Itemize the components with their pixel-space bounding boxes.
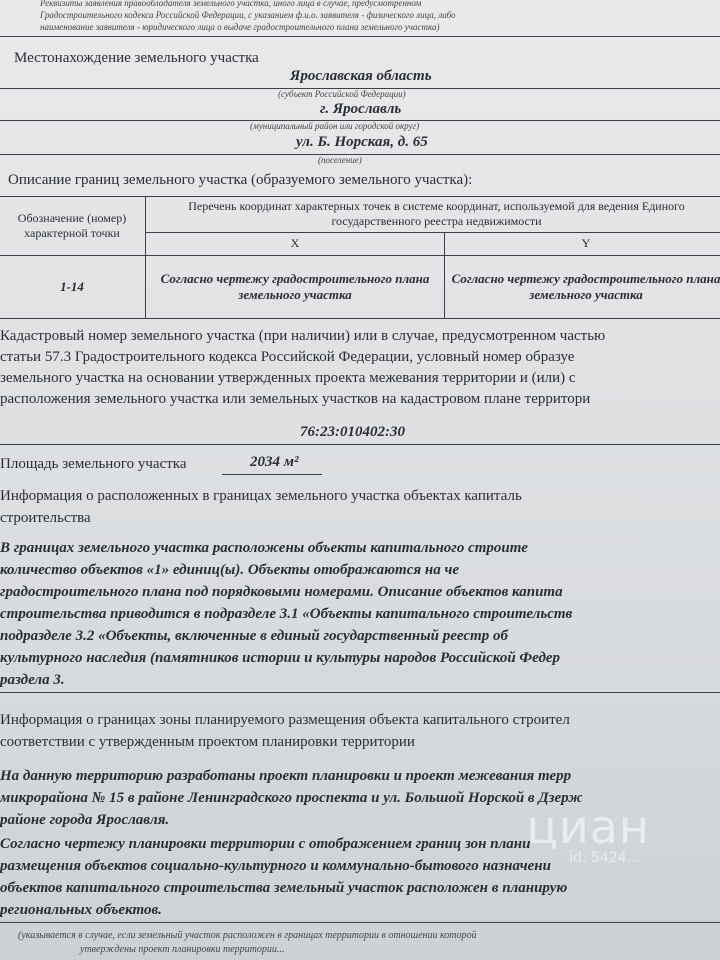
capital-p3: градостроительного плана под порядковыми номерами. Описание объектов капита (0, 584, 563, 600)
planning-heading-2: соответствии с утвержденным проектом планировки территории (0, 734, 415, 750)
planning-p7: региональных объектов. (0, 902, 162, 918)
capital-p5: подразделе 3.2 «Объекты, включенные в единый государственный реестр об (0, 628, 508, 644)
row-x-value: Согласно чертежу градостроительного плана земельного участка (146, 256, 445, 319)
location-region: Ярославская область (290, 68, 432, 84)
header-x: X (146, 232, 445, 255)
footnote-1: (указывается в случае, если земельный участок расположен в границах территории в отношении которой (18, 930, 477, 941)
boundaries-heading: Описание границ земельного участка (образуемого земельного участка): (8, 172, 473, 188)
watermark-id: id: 5424... (569, 850, 640, 866)
coordinates-table (0, 196, 720, 319)
header-line-1: Реквизиты заявления правообладателя земельного участка, иного лица в случае, предусмотренном (40, 0, 422, 8)
row-y-value: Согласно чертежу градостроительного плана земельного участка (445, 256, 720, 319)
cadastral-number: 76:23:010402:30 (300, 424, 405, 440)
location-heading: Местонахождение земельного участка (14, 50, 259, 66)
cadastral-text-2: статьи 57.3 Градостроительного кодекса Российской Федерации, условный номер образуе (0, 349, 575, 365)
cadastral-text-1: Кадастровый номер земельного участка (при наличии) или в случае, предусмотренном частью (0, 328, 606, 344)
planning-p2: микрорайона № 15 в районе Ленинградского проспекта и ул. Большой Норской в Дзерж (0, 790, 583, 806)
capital-p4: строительства приводится в подразделе 3.1 «Объекты капитального строительств (0, 606, 573, 622)
capital-heading-1: Информация о расположенных в границах земельного участка объектах капиталь (0, 488, 522, 504)
cadastral-rule (0, 444, 720, 445)
planning-p3: районе города Ярославля. (0, 812, 170, 828)
area-label: Площадь земельного участка (0, 456, 187, 472)
planning-p5: размещения объектов социально-культурного и коммунально-бытового назначени (0, 858, 551, 874)
header-point-designation: Обозначение (номер) характерной точки (0, 197, 146, 256)
area-value: 2034 м² (250, 454, 299, 470)
planning-rule (0, 922, 720, 923)
capital-p6: культурного наследия (памятников истории и культуры народов Российской Федер (0, 650, 561, 666)
capital-p2: количество объектов «1» единиц(ы). Объекты отображаются на че (0, 562, 459, 578)
area-rule (222, 474, 322, 475)
capital-rule (0, 692, 720, 693)
header-rule (0, 36, 720, 37)
header-coordinates-list: Перечень координат характерных точек в системе координат, используемой для ведения Единого государственного реестра недвижимости (146, 197, 720, 233)
planning-p4: Согласно чертежу планировки территории с отображением границ зон плани (0, 836, 531, 852)
footnote-2: утверждены проект планировки территории... (80, 944, 285, 955)
row-point: 1-14 (0, 256, 146, 319)
capital-heading-2: строительства (0, 510, 91, 526)
planning-p1: На данную территорию разработаны проект планировки и проект межевания терр (0, 768, 572, 784)
header-line-3: наименование заявителя - юридического лица о выдаче градостроительного плана земельного участка) (40, 22, 440, 32)
cadastral-text-4: расположения земельного участка или земельных участков на кадастровом плане территори (0, 391, 591, 407)
watermark-brand: циан (526, 800, 650, 854)
location-city: г. Ярославль (320, 101, 402, 117)
header-line-2: Градостроительного кодекса Российской Федерации, с указанием ф.и.о. заявителя - физического лица, либо (40, 10, 456, 20)
planning-p6: объектов капитального строительства земельный участок расположен в планирую (0, 880, 568, 896)
planning-heading-1: Информация о границах зоны планируемого размещения объекта капитального строител (0, 712, 570, 728)
capital-p7: раздела 3. (0, 672, 65, 688)
location-city-caption: (муниципальный район или городской округ) (250, 121, 420, 131)
header-y: Y (445, 232, 720, 255)
cadastral-text-3: земельного участка на основании утвержденных проекта межевания территории и (или) с (0, 370, 576, 386)
capital-p1: В границах земельного участка расположены объекты капитального строите (0, 540, 528, 556)
location-street: ул. Б. Норская, д. 65 (296, 134, 428, 150)
location-region-caption: (субъект Российской Федерации) (278, 89, 406, 99)
location-street-caption: (поселение) (318, 155, 362, 165)
